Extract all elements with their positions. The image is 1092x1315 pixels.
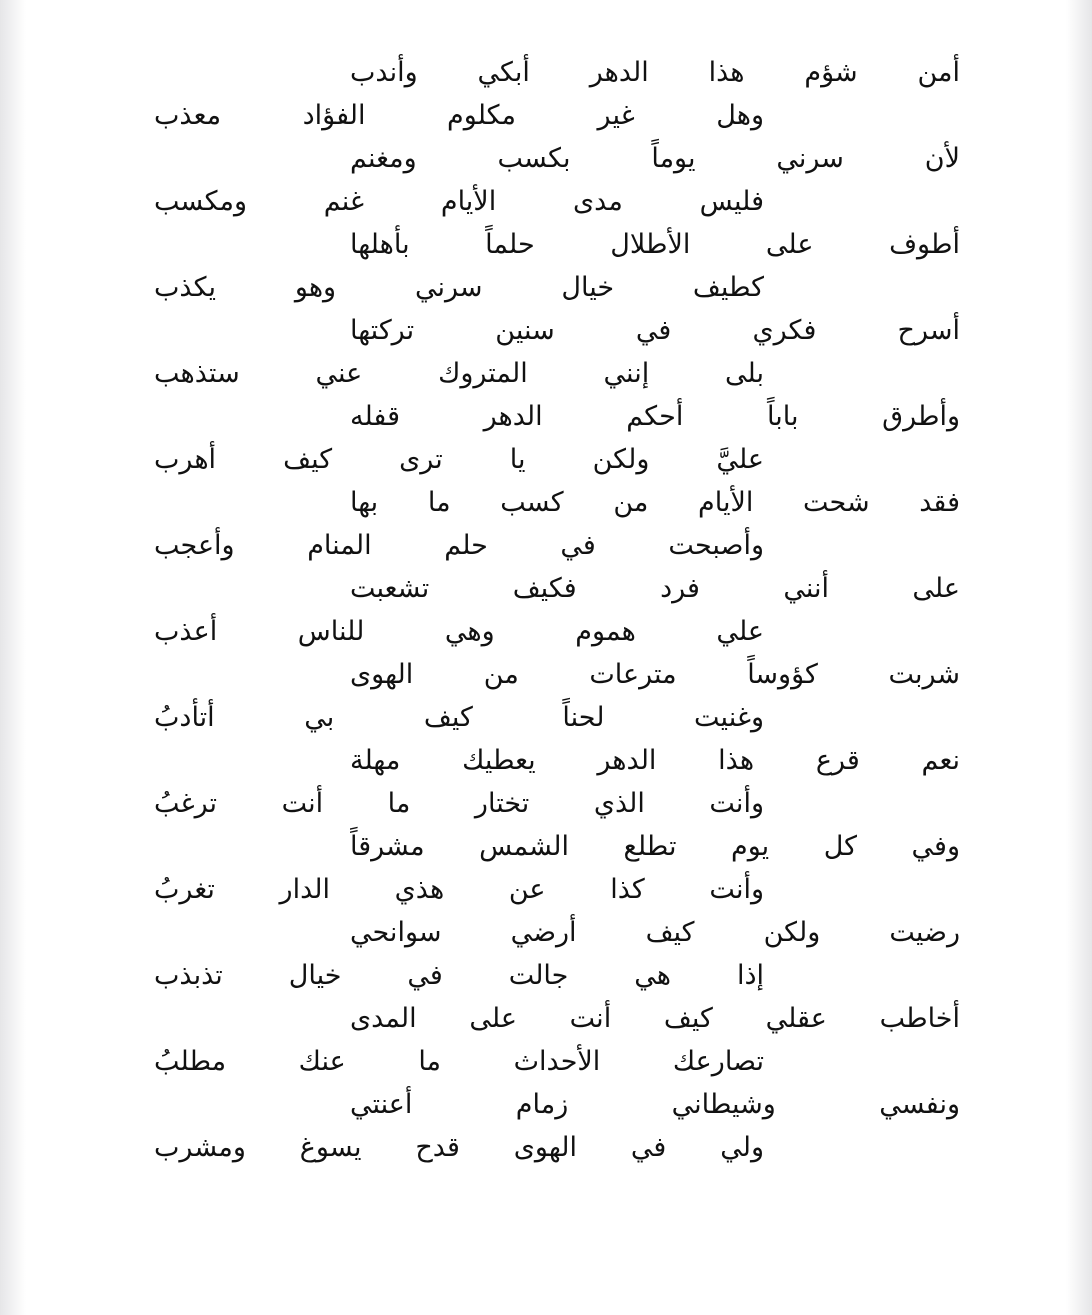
verse-second-hemistich: ولي في الهوى قدح يسوغ ومشرب bbox=[154, 1132, 764, 1163]
verse-first-hemistich: فقد شحت الأيام من كسب ما بها bbox=[350, 487, 960, 518]
verse-first-hemistich: شربت كؤوساً مترعات من الهوى bbox=[350, 659, 960, 690]
poem-verse bbox=[140, 1084, 960, 1170]
verse-second-hemistich: عليَّ ولكن يا ترى كيف أهرب bbox=[154, 444, 764, 475]
verse-first-hemistich: نعم قرع هذا الدهر يعطيك مهلة bbox=[350, 745, 960, 776]
poem-verse bbox=[140, 568, 960, 654]
poem-verse bbox=[140, 826, 960, 912]
verse-first-hemistich: وفي كل يوم تطلع الشمس مشرقاً bbox=[350, 831, 960, 862]
verse-second-hemistich: فليس مدى الأيام غنم ومكسب bbox=[154, 186, 764, 217]
verse-second-hemistich: وأصبحت في حلم المنام وأعجب bbox=[154, 530, 764, 561]
verse-second-hemistich: وأنت كذا عن هذي الدار تغربُ bbox=[154, 874, 764, 905]
verse-first-hemistich: ونفسي وشيطاني زمام أعنتي bbox=[350, 1089, 960, 1120]
poem-verse bbox=[140, 740, 960, 826]
verse-second-hemistich: وأنت الذي تختار ما أنت ترغبُ bbox=[154, 788, 764, 819]
poem-verse bbox=[140, 224, 960, 310]
verse-second-hemistich: تصارعك الأحداث ما عنك مطلبُ bbox=[154, 1046, 764, 1077]
verse-second-hemistich: بلى إنني المتروك عني ستذهب bbox=[154, 358, 764, 389]
poem-verse bbox=[140, 396, 960, 482]
poem-verse bbox=[140, 52, 960, 138]
verse-first-hemistich: رضيت ولكن كيف أرضي سوانحي bbox=[350, 917, 960, 948]
poem-verse bbox=[140, 998, 960, 1084]
poem-verse bbox=[140, 912, 960, 998]
verse-first-hemistich: أسرح فكري في سنين تركتها bbox=[350, 315, 960, 346]
poem-verse bbox=[140, 138, 960, 224]
verse-second-hemistich: كطيف خيال سرني وهو يكذب bbox=[154, 272, 764, 303]
verse-first-hemistich: لأن سرني يوماً بكسب ومغنم bbox=[350, 143, 960, 174]
verse-first-hemistich: أطوف على الأطلال حلماً بأهلها bbox=[350, 229, 960, 260]
verse-first-hemistich: أخاطب عقلي كيف أنت على المدى bbox=[350, 1003, 960, 1034]
page-edge-shadow-right bbox=[1066, 0, 1092, 1315]
verse-first-hemistich: على أنني فرد فكيف تشعبت bbox=[350, 573, 960, 604]
poem-body bbox=[140, 52, 960, 1170]
poem-verse bbox=[140, 654, 960, 740]
poem-verse bbox=[140, 482, 960, 568]
page-edge-shadow-left bbox=[0, 0, 26, 1315]
verse-second-hemistich: وهل غير مكلوم الفؤاد معذب bbox=[154, 100, 764, 131]
verse-second-hemistich: علي هموم وهي للناس أعذب bbox=[154, 616, 764, 647]
verse-second-hemistich: وغنيت لحناً كيف بي أتأدبُ bbox=[154, 702, 764, 733]
verse-first-hemistich: وأطرق باباً أحكم الدهر قفله bbox=[350, 401, 960, 432]
poem-verse bbox=[140, 310, 960, 396]
verse-first-hemistich: أمن شؤم هذا الدهر أبكي وأندب bbox=[350, 57, 960, 88]
verse-second-hemistich: إذا هي جالت في خيال تذبذب bbox=[154, 960, 764, 991]
